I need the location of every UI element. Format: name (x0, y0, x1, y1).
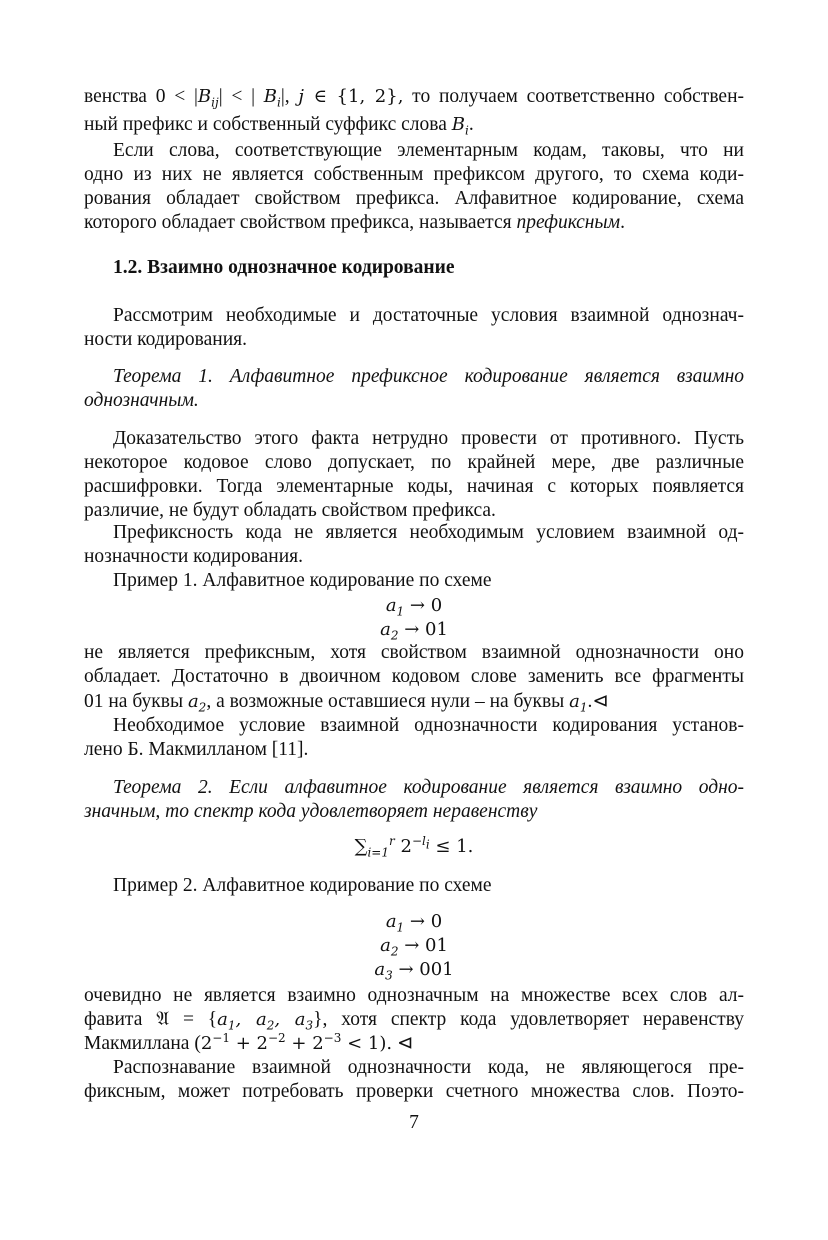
theorem-line: Теорема 2. Если алфавитное кодирование является взаимно одно- (113, 777, 744, 798)
text-line: фиксным, может потребовать проверки счетного множества слов. Поэто- (84, 1081, 744, 1102)
text-line: Распознавание взаимной однозначности кода, не являющегося пре- (113, 1057, 744, 1078)
text-line: которого обладает свойством префикса, называется префиксным. (84, 212, 625, 233)
theorem-line: однозначным. (84, 390, 199, 411)
formula-line: $a_2 \to 01$ (380, 619, 448, 643)
text-line: одно из них не является собственным префиксом другого, то схема коди- (84, 164, 744, 185)
text-line: Макмиллана $(2^{-1} + 2^{-2} + 2^{-3} < 1)$. ⊲ (84, 1031, 414, 1054)
theorem-line: значным, то спектр кода удовлетворяет неравенству (84, 801, 538, 822)
text-line: ности кодирования. (84, 329, 248, 350)
text-line: некоторое кодовое слово допускает, по крайней мере, две различные (84, 452, 744, 473)
formula-line: $a_1 \to 0$ (385, 911, 443, 935)
theorem-line: Теорема 1. Алфавитное префиксное кодирование является взаимно (113, 366, 744, 387)
text-line: нозначности кодирования. (84, 546, 304, 567)
text-line: Доказательство этого факта нетрудно провести от противного. Пусть (113, 428, 744, 449)
formula-line: $a_2 \to 01$ (380, 935, 448, 959)
text-line: ный префикс и собственный суффикс слова $B_i$. (84, 114, 474, 138)
formula-line: $a_1 \to 0$ (385, 595, 443, 619)
text-line: различие, не будут обладать свойством префикса. (84, 500, 496, 521)
text-line: Если слова, соответствующие элементарным кодам, таковы, что ни (113, 140, 744, 161)
page-number: 7 (409, 1112, 419, 1133)
text-line: расшифровки. Тогда элементарные коды, начиная с которых появляется (84, 476, 744, 497)
text-line: Рассмотрим необходимые и достаточные условия взаимной однознач- (113, 305, 744, 326)
text-line: Префиксность кода не является необходимым условием взаимной од- (113, 522, 744, 543)
text-line: Необходимое условие взаимной однозначности кодирования установ- (113, 715, 744, 736)
text-line: 01 на буквы $a_2$, а возможные оставшиеся нули – на буквы $a_1.⊲$ (84, 691, 609, 715)
text-line: рования обладает свойством префикса. Алфавитное кодирование, схема (84, 188, 744, 209)
text-line: венства $0 < |B_{ij}|$ < | $B_i|$, j ∈ {1, 2}, то получаем соответственно собствен- (84, 86, 744, 110)
inequality-formula: $\sum_{i=1}^r$ $2^{-l_i} \le 1$. (354, 834, 474, 860)
section-heading: 1.2. Взаимно однозначное кодирование (113, 257, 455, 278)
text-line: не является префиксным, хотя свойством взаимной однозначности оно (84, 642, 744, 663)
formula-line: $a_3 \to 001$ (374, 959, 454, 983)
text-line: Пример 2. Алфавитное кодирование по схеме (113, 875, 492, 896)
text-line: лено Б. Макмилланом [11]. (84, 739, 309, 760)
text-line: обладает. Достаточно в двоичном кодовом слове заменить все фрагменты (84, 666, 744, 687)
text-line: фавита 𝔄 = {$a_1$, $a_2$, $a_3$}, хотя спектр кода удовлетворяет неравенству (84, 1009, 744, 1033)
text-line: Пример 1. Алфавитное кодирование по схеме (113, 570, 492, 591)
text-line: очевидно не является взаимно однозначным на множестве всех слов ал- (84, 985, 744, 1006)
